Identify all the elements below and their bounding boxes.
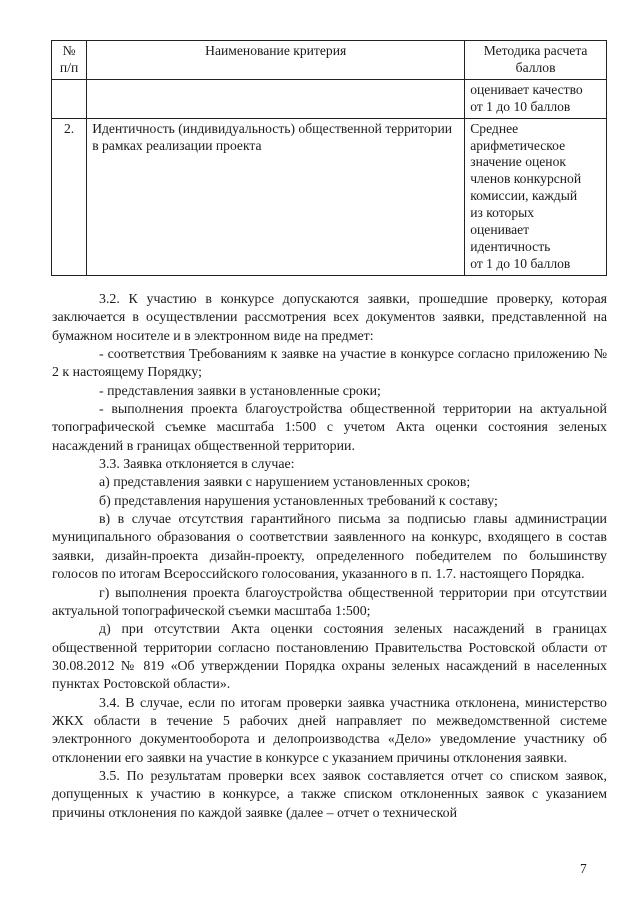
document-body bbox=[52, 291, 607, 823]
method-line: арифметическое bbox=[470, 137, 566, 153]
row-method bbox=[465, 118, 607, 275]
header-criterion-name: Наименование критерия bbox=[87, 41, 465, 80]
paragraph-3-5: 3.5. По результатам проверки всех заявок составляется отчет со списком заявок, допущенных к участию в конкурсе, а также списком отклоненных заявок с указанием причины отклонения по каждой заявке (далее – отчет о технической bbox=[52, 768, 607, 821]
list-item: д) при отсутствии Акта оценки состояния зеленых насаждений в границах общественной территории согласно постановлению Правительства Ростовской области от 30.08.2012 № 819 «Об утверждении Порядка охраны зеленых насаждений в населенных пунктах Ростовской области». bbox=[52, 622, 607, 693]
table-header-row bbox=[52, 41, 607, 80]
table-row bbox=[52, 79, 607, 118]
list-item: г) выполнения проекта благоустройства общественной территории при отсутствии актуальной топографической съемки масштаба 1:500; bbox=[52, 585, 607, 619]
method-line: от 1 до 10 баллов bbox=[470, 98, 571, 114]
header-method: Методика расчета баллов bbox=[465, 41, 607, 80]
row-number bbox=[52, 79, 87, 118]
method-line: оценивает bbox=[470, 222, 530, 238]
method-line: значение оценок bbox=[470, 154, 566, 170]
table-row bbox=[52, 118, 607, 275]
row-criterion-name: Идентичность (индивидуальность) общественной территории в рамках реализации проекта bbox=[87, 118, 465, 275]
criteria-table bbox=[51, 40, 607, 276]
header-number: № п/п bbox=[52, 41, 87, 80]
row-method bbox=[465, 79, 607, 118]
method-line: Среднее bbox=[470, 120, 519, 136]
list-item: в) в случае отсутствия гарантийного письма за подписью главы администрации муниципального образования о соответствии заявленного на конкурс, входящего в состав заявки, дизайн-проекта дизайн-проекту, определенного победителем по большинству голосов по итогам Всероссийского голосования, указанного в п. 1.7. настоящего Порядка. bbox=[52, 512, 607, 583]
list-item: - представления заявки в установленные сроки; bbox=[99, 383, 381, 399]
list-item: - выполнения проекта благоустройства общественной территории на актуальной топографической съемке масштаба 1:500 с учетом Акта оценки состояния зеленых насаждений в границах общественной территории. bbox=[52, 402, 607, 454]
method-line: членов конкурсной bbox=[470, 171, 582, 187]
method-line: из которых bbox=[470, 205, 535, 221]
row-criterion-name bbox=[87, 79, 465, 118]
method-line: оценивает качество bbox=[470, 81, 583, 97]
method-line: от 1 до 10 баллов bbox=[470, 255, 571, 271]
method-line: идентичность bbox=[470, 238, 551, 254]
list-item: а) представления заявки с нарушением установленных сроков; bbox=[99, 475, 471, 491]
method-line: комиссии, каждый bbox=[470, 188, 578, 204]
paragraph-3-4: 3.4. В случае, если по итогам проверки заявка участника отклонена, министерство ЖКХ области в течение 5 рабочих дней направляет по межведомственной системе электронного документооборота и делопроизводства «Дело» уведомление участнику об отклонении его заявки на участие в конкурсе с указанием причины отклонения заявки. bbox=[52, 695, 607, 766]
paragraph-3-2: 3.2. К участию в конкурсе допускаются заявки, прошедшие проверку, которая заключается в осуществлении рассмотрения всех документов заявки, представленной на бумажном носителе и в электронном виде на предмет: bbox=[52, 292, 607, 344]
list-item: - соответствия Требованиям к заявке на участие в конкурсе согласно приложению № 2 к настоящему Порядку; bbox=[52, 347, 607, 381]
row-number: 2. bbox=[52, 118, 87, 275]
list-item: б) представления нарушения установленных требований к составу; bbox=[99, 493, 498, 509]
page-number: 7 bbox=[580, 861, 587, 876]
paragraph-3-3: 3.3. Заявка отклоняется в случае: bbox=[99, 457, 295, 473]
